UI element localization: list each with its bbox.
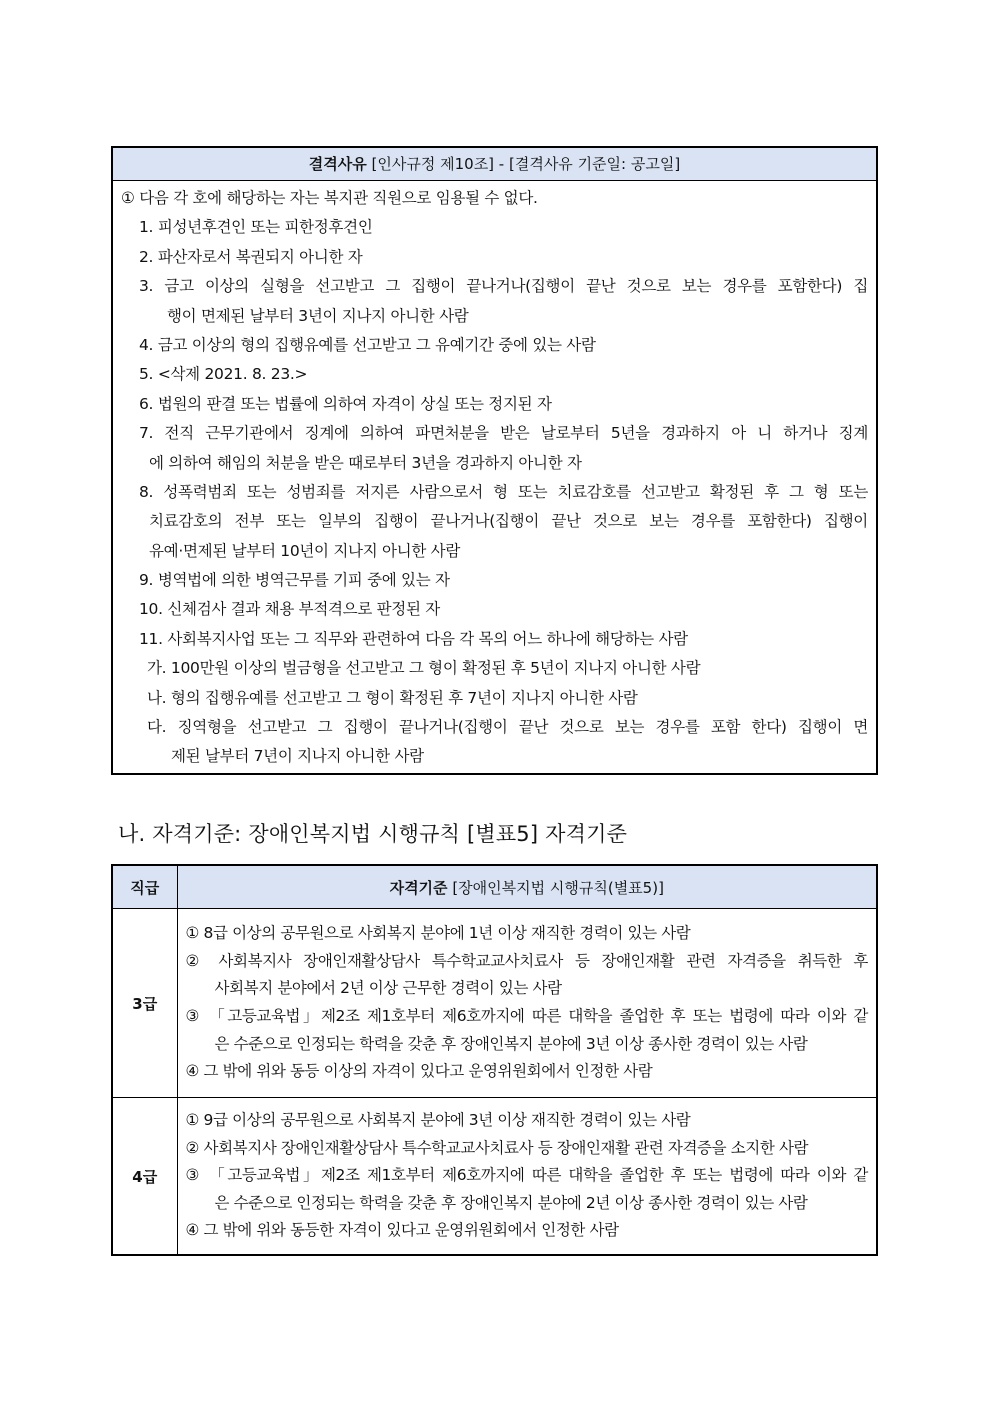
column-header-criteria-source: [장애인복지법 시행규칙(별표5)] [447, 878, 664, 897]
disqualification-item: 10. 신체검사 결과 채용 부적격으로 판정된 자 [139, 600, 440, 619]
disqualification-subitem-continued: 제된 날부터 7년이 지나지 아니한 사람 [171, 747, 424, 766]
column-header-grade [113, 866, 177, 909]
disqualification-list [113, 181, 876, 772]
disqualification-item: 9. 병역법에 의한 병역근무를 기피 중에 있는 자 [139, 571, 450, 590]
criteria-line-continued: 은 수준으로 인정되는 학력을 갖춘 후 장애인복지 분야에 2년 이상 종사한 경력이 있는 사람 [214, 1193, 808, 1212]
disqualification-item-continued: 행이 면제된 날부터 3년이 지나지 아니한 사람 [167, 306, 469, 325]
disqualification-header [113, 148, 876, 181]
grade-cell: 4급 [113, 1098, 177, 1255]
disqualification-subitem: 나. 형의 집행유예를 선고받고 그 형이 확정된 후 7년이 지나지 아니한 사람 [147, 688, 638, 707]
disqualification-item: 1. 피성년후견인 또는 피한정후견인 [139, 218, 373, 237]
disqualification-item: 11. 사회복지사업 또는 그 직무와 관련하여 다음 각 목의 어느 하나에 해당하는 사람 [139, 629, 688, 648]
criteria-line: ③ 「고등교육법」제2조 제1호부터 제6호까지에 따른 대학을 졸업한 후 또는 법령에 따라 이와 같 [185, 1007, 868, 1025]
grade-cell: 3급 [113, 909, 177, 1098]
disqualification-box [111, 146, 878, 775]
criteria-line: ① 8급 이상의 공무원으로 사회복지 분야에 1년 이상 재직한 경력이 있는 사람 [185, 924, 691, 943]
disqualification-subitem: 다. 징역형을 선고받고 그 집행이 끝나거나(집행이 끝난 것으로 보는 경우를 포함 한다) 집행이 면 [147, 718, 868, 737]
criteria-line-continued: 은 수준으로 인정되는 학력을 갖춘 후 장애인복지 분야에 3년 이상 종사한 경력이 있는 사람 [214, 1034, 808, 1053]
disqualification-item-continued: 에 의하여 해임의 처분을 받은 때로부터 3년을 경과하지 아니한 자 [149, 453, 582, 472]
column-header-grade-label: 직급 [130, 878, 160, 897]
criteria-cell [177, 909, 876, 1098]
criteria-line-continued: 사회복지 분야에서 2년 이상 근무한 경력이 있는 사람 [214, 979, 562, 998]
qualification-table [113, 866, 876, 1254]
disqualification-item: 3. 금고 이상의 실형을 선고받고 그 집행이 끝나거나(집행이 끝난 것으로 보는 경우를 포함한다) 집 [139, 277, 868, 296]
disqualification-item: 6. 법원의 판결 또는 법률에 의하여 자격이 상실 또는 정지된 자 [139, 394, 552, 413]
table-row [113, 909, 876, 1098]
disqualification-item: 5. <삭제 2021. 8. 23.> [139, 365, 308, 384]
criteria-cell [177, 1098, 876, 1255]
criteria-line: ② 사회복지사 장애인재활상담사 특수학교교사치료사 등 장애인재활 관련 자격증을 소지한 사람 [185, 1138, 809, 1157]
disqualification-subitem: 가. 100만원 이상의 벌금형을 선고받고 그 형이 확정된 후 5년이 지나지 아니한 사람 [147, 659, 701, 678]
table-row [113, 1098, 876, 1255]
criteria-line: ① 9급 이상의 공무원으로 사회복지 분야에 3년 이상 재직한 경력이 있는 사람 [185, 1111, 691, 1130]
section-title: 나. 자격기준: 장애인복지법 시행규칙 [별표5] 자격기준 [118, 822, 628, 846]
disqualification-item: 7. 전직 근무기관에서 징계에 의하여 파면처분을 받은 날로부터 5년을 경과하지 아 니 하거나 징계 [139, 424, 868, 443]
disqualification-item-continued: 유예·면제된 날부터 10년이 지나지 아니한 사람 [149, 541, 461, 560]
qualification-table-box [111, 864, 878, 1256]
criteria-line: ③ 「고등교육법」제2조 제1호부터 제6호까지에 따른 대학을 졸업한 후 또는 법령에 따라 이와 같 [185, 1166, 868, 1185]
table-header-row [113, 866, 876, 909]
criteria-line: ④ 그 밖에 위와 동등 이상의 자격이 있다고 운영위원회에서 인정한 사람 [185, 1062, 653, 1081]
disqualification-item: 2. 파산자로서 복권되지 아니한 자 [139, 247, 363, 266]
disqualification-item: 4. 금고 이상의 형의 집행유예를 선고받고 그 유예기간 중에 있는 사람 [139, 335, 596, 354]
disqualification-header-subtitle: [인사규정 제10조] - [결격사유 기준일: 공고일] [366, 155, 681, 173]
criteria-line: ④ 그 밖에 위와 동등한 자격이 있다고 운영위원회에서 인정한 사람 [185, 1221, 619, 1240]
column-header-criteria [177, 866, 876, 909]
disqualification-item-continued: 치료감호의 전부 또는 일부의 집행이 끝나거나(집행이 끝난 것으로 보는 경우를 포함한다) 집행이 [149, 512, 868, 531]
column-header-criteria-label: 자격기준 [389, 878, 448, 897]
disqualification-intro: ① 다음 각 호에 해당하는 자는 복지관 직원으로 임용될 수 없다. [121, 189, 538, 207]
disqualification-header-title: 결격사유 [308, 155, 367, 173]
criteria-line: ② 사회복지사 장애인재활상담사 특수학교교사치료사 등 장애인재활 관련 자격증을 취득한 후 [185, 951, 868, 970]
disqualification-item: 8. 성폭력범죄 또는 성범죄를 저지른 사람으로서 형 또는 치료감호를 선고받고 확정된 후 그 형 또는 [139, 482, 868, 501]
